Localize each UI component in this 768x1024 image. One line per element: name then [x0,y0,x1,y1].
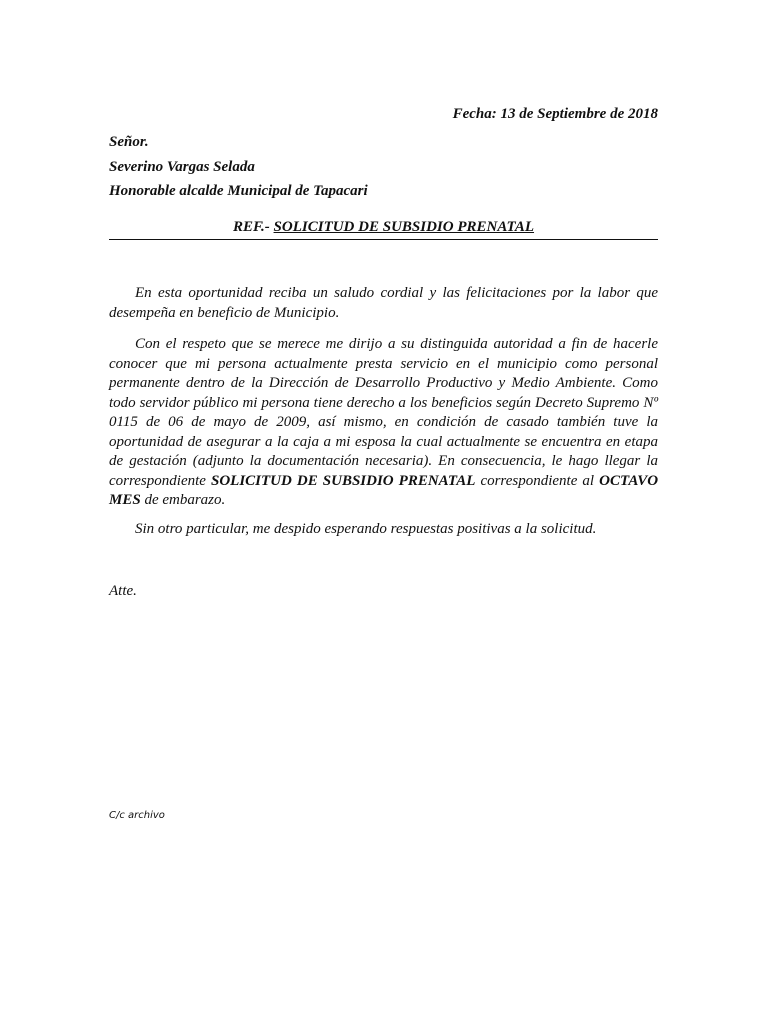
paragraph-request-text-before: Con el respeto que se merece me dirijo a su distinguida autoridad a fin de hacerle conocer que mi persona actualmente presta servicio en el municipio como personal permanente dentro de la Dirección de Desarrollo Productivo y Medio Ambiente. Como todo servidor público mi persona tiene derecho a los beneficios según Decreto Supremo Nº 0115 de 06 de mayo de 2009, así mismo, en condición de casado también tuve la oportunidad de asegurar a la caja a mi esposa la cual actualmente se encuentra en etapa de gestación (adjunto la documentación necesaria). En consecuencia, le hago llegar la correspondiente [109,336,658,489]
letter-date: Fecha: 13 de Septiembre de 2018 [452,106,658,122]
reference-prefix: REF.- [232,219,270,235]
paragraph-request-text-middle: correspondiente al [480,472,595,489]
letter-closing: Atte. [109,583,137,599]
reference-subject: SOLICITUD DE SUBSIDIO PRENATAL [273,219,535,235]
reference-line [109,219,658,238]
addressee-block [109,130,368,204]
paragraph-request-text-after: de embarazo. [144,492,226,508]
paragraph-request [109,335,658,511]
paragraph-request-bold-subject: SOLICITUD DE SUBSIDIO PRENATAL [210,472,476,489]
paragraph-request-bold-month: OCTAVO MES [109,472,659,508]
paragraph-farewell: Sin otro particular, me despido esperando respuestas positivas a la solicitud. [135,521,597,537]
paragraph-greeting: En esta oportunidad reciba un saludo cordial y las felicitaciones por la labor que desempeña en beneficio de Municipio. [109,285,658,321]
reference-divider [109,239,658,240]
carbon-copy-note: C/c archivo [109,810,165,821]
addressee-title: Honorable alcalde Municipal de Tapacari [109,183,368,199]
addressee-salutation: Señor. [109,134,149,150]
addressee-name: Severino Vargas Selada [109,158,255,175]
